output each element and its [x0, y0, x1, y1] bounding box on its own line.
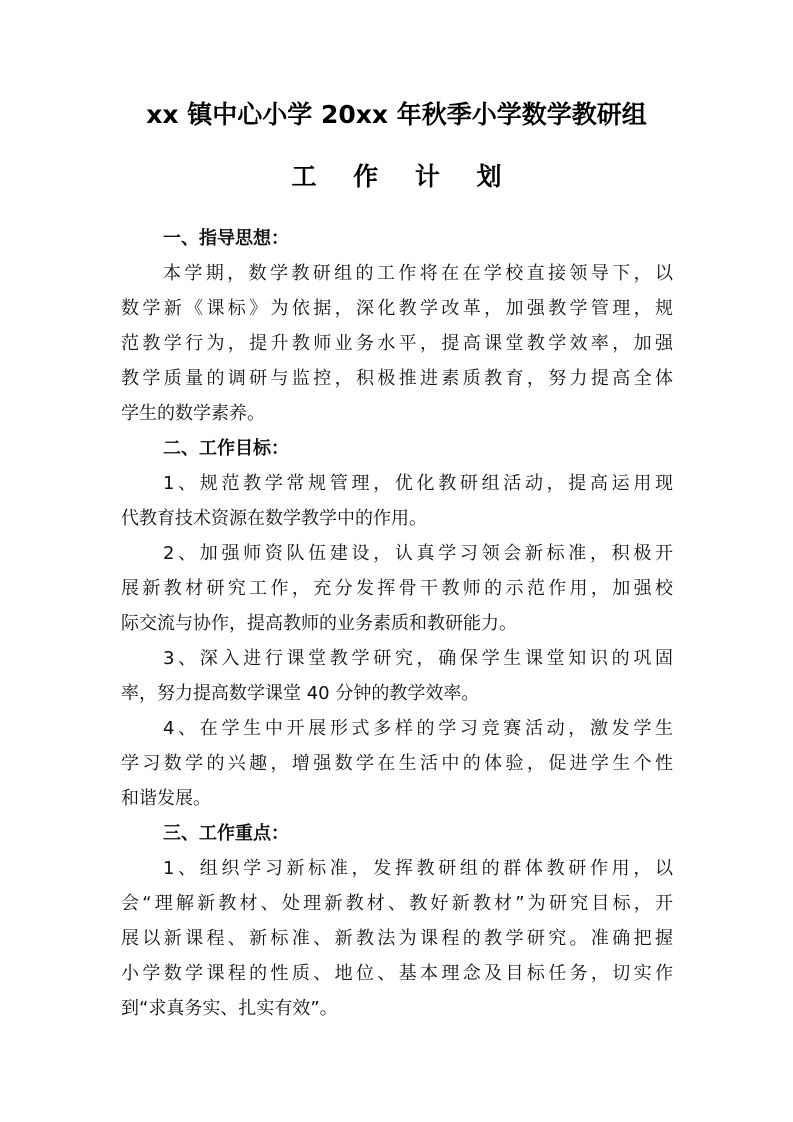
paragraph-line: 率，努力提高数学课堂 40 分钟的教学效率。 — [121, 683, 480, 704]
paragraph-line: 2、加强师资队伍建设，认真学习领会新标准，积极开 — [163, 543, 673, 564]
paragraph-line: 展新教材研究工作，充分发挥骨干教师的示范作用，加强校 — [121, 578, 673, 599]
paragraph-line: 范教学行为，提升教师业务水平，提高课堂教学效率，加强 — [121, 333, 673, 354]
paragraph-line: 学习数学的兴趣，增强数学在生活中的体验，促进学生个性 — [121, 753, 673, 774]
paragraph-line: 展以新课程、新标准、新教法为课程的教学研究。准确把握 — [121, 928, 673, 949]
paragraph-line: 教学质量的调研与监控，积极推进素质教育，努力提高全体 — [121, 368, 673, 389]
section-heading-work-goals: 二、工作目标： — [163, 438, 289, 459]
paragraph-line: 会“理解新教材、处理新教材、教好新教材”为研究目标，开 — [121, 893, 673, 914]
paragraph-line: 际交流与协作，提高教师的业务素质和教研能力。 — [121, 613, 517, 634]
paragraph-line: 4、在学生中开展形式多样的学习竞赛活动，激发学生 — [163, 718, 673, 739]
paragraph-line: 代教育技术资源在数学教学中的作用。 — [121, 508, 427, 529]
paragraph-line: 1、组织学习新标准，发挥教研组的群体教研作用，以 — [163, 858, 673, 879]
paragraph-line: 到“求真务实、扎实有效”。 — [121, 998, 338, 1019]
document-subtitle: 工 作 计 划 — [291, 162, 516, 191]
paragraph-line: 3、深入进行课堂教学研究，确保学生课堂知识的巩固 — [163, 648, 673, 669]
paragraph-line: 小学数学课程的性质、地位、基本理念及目标任务，切实作 — [121, 963, 673, 984]
paragraph-line: 1、规范教学常规管理，优化教研组活动，提高运用现 — [163, 473, 673, 494]
section-heading-work-focus: 三、工作重点： — [163, 823, 289, 844]
paragraph-line: 数学新《课标》为依据，深化教学改革，加强教学管理，规 — [121, 298, 673, 319]
paragraph-line: 本学期，数学教研组的工作将在在学校直接领导下，以 — [163, 263, 673, 284]
paragraph-line: 和谐发展。 — [121, 788, 211, 809]
section-heading-guiding-thought: 一、指导思想： — [163, 228, 289, 249]
document-title: xx 镇中心小学 20xx 年秋季小学数学教研组 — [146, 100, 647, 129]
document-body — [121, 221, 673, 1026]
paragraph-line: 学生的数学素养。 — [121, 403, 265, 424]
